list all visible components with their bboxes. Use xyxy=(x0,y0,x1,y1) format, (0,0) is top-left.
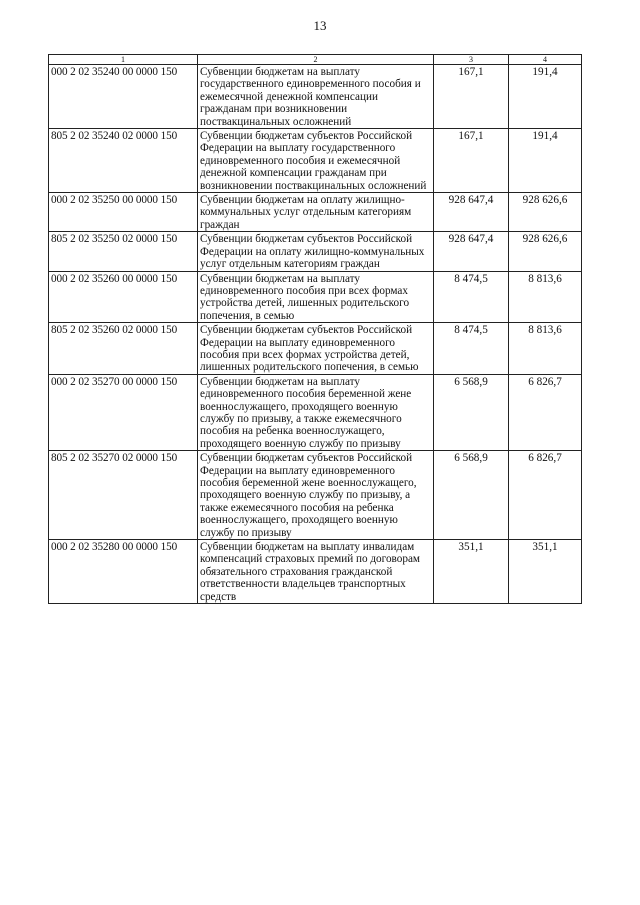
table-row xyxy=(49,65,582,129)
income-name: Субвенции бюджетам на выплату инвалидам компенсаций страховых премий по договорам обязательного страхования гражданской ответственности владельцев транспортных средств xyxy=(198,540,434,604)
classification-code: 000 2 02 35240 00 0000 150 xyxy=(49,65,198,129)
income-name: Субвенции бюджетам на выплату государственного единовременного пособия и ежемесячной денежной компенсации гражданам при возникновении поствакцинальных осложнений xyxy=(198,65,434,129)
classification-code: 000 2 02 35280 00 0000 150 xyxy=(49,540,198,604)
amount-column-3: 167,1 xyxy=(434,129,509,193)
amount-column-4: 8 813,6 xyxy=(509,323,582,375)
classification-code: 000 2 02 35250 00 0000 150 xyxy=(49,193,198,232)
column-header-4: 4 xyxy=(509,55,582,65)
amount-column-3: 928 647,4 xyxy=(434,193,509,232)
table-row xyxy=(49,540,582,604)
income-name: Субвенции бюджетам субъектов Российской Федерации на выплату единовременного пособия беременной жене военнослужащего, проходящего военную службу по призыву, а также ежемесячного пособия на ребенка военнослужащего, проходящего военную службу по призыву xyxy=(198,451,434,540)
amount-column-4: 351,1 xyxy=(509,540,582,604)
column-header-1: 1 xyxy=(49,55,198,65)
amount-column-3: 6 568,9 xyxy=(434,374,509,450)
amount-column-4: 8 813,6 xyxy=(509,271,582,323)
amount-column-3: 8 474,5 xyxy=(434,323,509,375)
income-name: Субвенции бюджетам на оплату жилищно-коммунальных услуг отдельным категориям граждан xyxy=(198,193,434,232)
income-name: Субвенции бюджетам на выплату единовременного пособия при всех формах устройства детей, лишенных родительского попечения, в семью xyxy=(198,271,434,323)
budget-table xyxy=(48,54,582,604)
classification-code: 805 2 02 35260 02 0000 150 xyxy=(49,323,198,375)
table-row xyxy=(49,323,582,375)
table-row xyxy=(49,451,582,540)
page-number: 13 xyxy=(313,18,327,33)
column-header-2: 2 xyxy=(198,55,434,65)
classification-code: 805 2 02 35270 02 0000 150 xyxy=(49,451,198,540)
table-row xyxy=(49,193,582,232)
table-row xyxy=(49,374,582,450)
amount-column-3: 167,1 xyxy=(434,65,509,129)
column-header-3: 3 xyxy=(434,55,509,65)
income-name: Субвенции бюджетам субъектов Российской Федерации на оплату жилищно-коммунальных услуг отдельным категориям граждан xyxy=(198,232,434,271)
amount-column-3: 8 474,5 xyxy=(434,271,509,323)
amount-column-4: 6 826,7 xyxy=(509,374,582,450)
classification-code: 805 2 02 35240 02 0000 150 xyxy=(49,129,198,193)
table-header-row xyxy=(49,55,582,65)
amount-column-4: 191,4 xyxy=(509,129,582,193)
amount-column-3: 6 568,9 xyxy=(434,451,509,540)
amount-column-3: 928 647,4 xyxy=(434,232,509,271)
classification-code: 000 2 02 35260 00 0000 150 xyxy=(49,271,198,323)
amount-column-4: 928 626,6 xyxy=(509,193,582,232)
amount-column-4: 191,4 xyxy=(509,65,582,129)
table-row xyxy=(49,129,582,193)
table-row xyxy=(49,271,582,323)
classification-code: 000 2 02 35270 00 0000 150 xyxy=(49,374,198,450)
income-name: Субвенции бюджетам субъектов Российской Федерации на выплату государственного единовременного пособия и ежемесячной денежной компенсации гражданам при возникновении поствакцинальных осложнений xyxy=(198,129,434,193)
classification-code: 805 2 02 35250 02 0000 150 xyxy=(49,232,198,271)
table-row xyxy=(49,232,582,271)
income-name: Субвенции бюджетам на выплату единовременного пособия беременной жене военнослужащего, проходящего военную службу по призыву, а также ежемесячного пособия на ребенка военнослужащего, проходящего военную службу по призыву xyxy=(198,374,434,450)
income-name: Субвенции бюджетам субъектов Российской Федерации на выплату единовременного пособия при всех формах устройства детей, лишенных родительского попечения, в семью xyxy=(198,323,434,375)
amount-column-3: 351,1 xyxy=(434,540,509,604)
amount-column-4: 6 826,7 xyxy=(509,451,582,540)
amount-column-4: 928 626,6 xyxy=(509,232,582,271)
